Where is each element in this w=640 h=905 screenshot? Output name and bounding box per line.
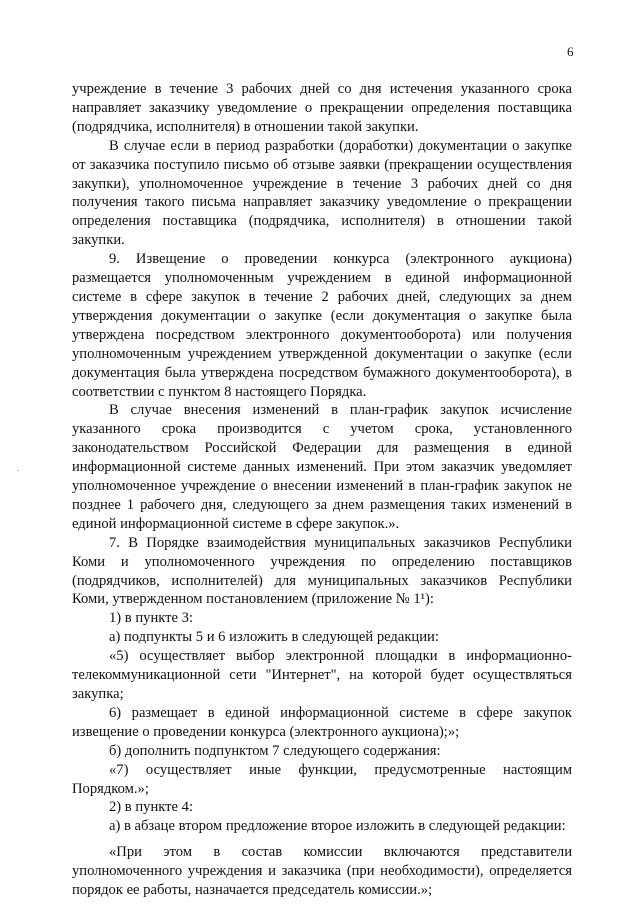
paragraph-subclause-b: б) дополнить подпунктом 7 следующего содержания: [109,742,441,759]
paragraph-continuation: учреждение в течение 3 рабочих дней со дня истечения указанного срока направляет заказчику уведомление о прекращении определения поставщика (подрядчика, исполнителя) в отношении такой закупки. [72,81,572,135]
paragraph-clause-2-a: а) в абзаце втором предложение второе изложить в следующей редакции: [109,818,566,835]
paragraph-clause-1: 1) в пункте 3: [109,610,194,627]
paragraph-subitem-7: «7) осуществляет иные функции, предусмотренные настоящим Порядком.»; [72,761,572,797]
paragraph-plan-changes: В случае внесения изменений в план-график закупок исчисление указанного срока производится с учетом срока, установленного законодательством Российской Федерации для размещения в единой информационной системе данных изменений. При этом заказчик уведомляет уполномоченное учреждение о внесении изменений в план-график закупок не позднее 1 рабочего дня, следующего за днем размещения таких изменений в единой информационной системе в сфере закупок.». [72,402,572,532]
paragraph-subclause-a: а) подпункты 5 и 6 изложить в следующей редакции: [109,629,439,646]
paragraph-subitem-6: 6) размещает в единой информационной системе в сфере закупок извещение о проведении конкурса (электронного аукциона);»; [72,704,572,740]
page-number: 6 [567,44,574,59]
paragraph-withdrawal: В случае если в период разработки (доработки) документации о закупке от заказчика поступило письмо об отзыве заявки (прекращении осуществления закупки), уполномоченное учреждение в течение 3 рабочих дней со дня получения такого письма направляет заказчику уведомление о прекращении определения поставщика (подрядчика, исполнителя) в отношении такой закупки. [72,137,572,249]
paragraph-clause-2: 2) в пункте 4: [109,799,194,816]
document-body [72,80,572,900]
paragraph-item-7: 7. В Порядке взаимодействия муниципальных заказчиков Республики Коми и уполномоченного учреждения по определению поставщиков (подрядчиков, исполнителей) для муниципальных заказчиков Республики Коми, утвержденном постановлением (приложение № 1¹): [72,534,572,608]
paragraph-item-9: 9. Извещение о проведении конкурса (электронного аукциона) размещается уполномоченным учреждением в единой информационной системе в сфере закупок в течение 2 рабочих дней, следующих за днем утверждения документации о закупке (если документация о закупке была утверждена посредством электронного документооборота) или получения уполномоченным учреждением утвержденной документации о закупке (если документация была утверждена посредством бумажного документооборота), в соответствии с пунктом 8 настоящего Порядка. [72,251,572,400]
paragraph-subitem-5: «5) осуществляет выбор электронной площадки в информационно-телекоммуникационной сети "Интернет", на которой будет осуществляться закупка; [72,648,572,702]
scan-mark [17,470,19,471]
paragraph-commission: «При этом в состав комиссии включаются представители уполномоченного учреждения и заказчика (при необходимости), определяется порядок ее работы, назначается председатель комиссии.»; [72,844,572,899]
